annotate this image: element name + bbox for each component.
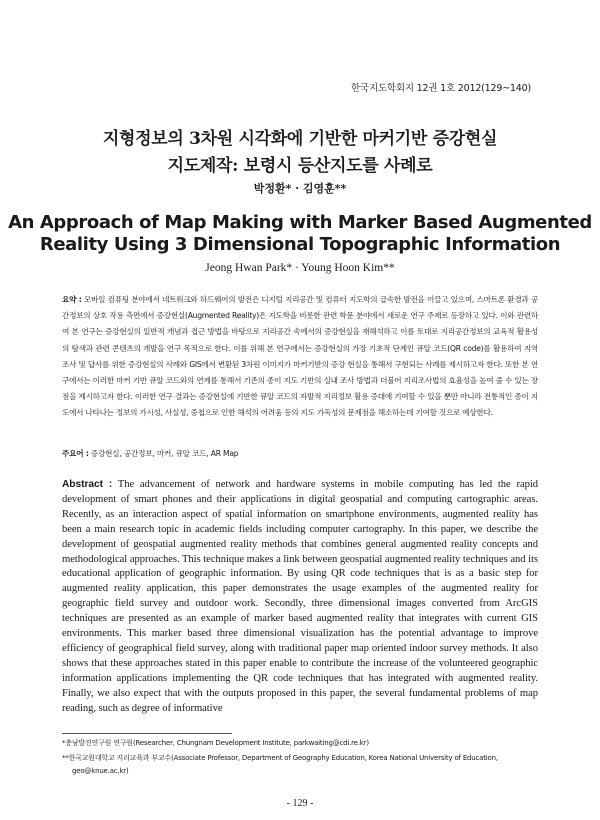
english-authors: Jeong Hwan Park* · Young Hoon Kim** bbox=[205, 262, 395, 274]
korean-title-line-1: 지형정보의 3차원 시각화에 기반한 마커기반 증강현실 bbox=[102, 129, 498, 149]
footnote-1: *충남발전연구원 연구원(Researcher, Chungnam Development Institute, parkwaiting@cdi.re.kr) bbox=[62, 739, 369, 747]
english-title-line-2: Reality Using 3 Dimensional Topographic Information bbox=[39, 234, 561, 255]
footnote-2 bbox=[62, 752, 538, 777]
footnote-2-line-1: **한국교원대학교 지리교육과 부교수(Associate Professor, Department of Geography Education, Korea National University of Education, bbox=[62, 754, 498, 762]
korean-keywords bbox=[62, 448, 538, 459]
korean-authors: 박정환* · 김영훈** bbox=[253, 182, 347, 195]
korean-abstract-label: 요약 : bbox=[62, 295, 82, 304]
footnote-2-line-2: geo@knue.ac.kr) bbox=[72, 766, 129, 775]
korean-abstract-text: 모바일 컴퓨팅 분야에서 네트워크와 하드웨어의 발전은 디지털 지리공간 및 컴퓨터 지도학의 급속한 발전을 이끌고 있으며, 스마트폰 환경과 공간정보의 상호 작용 측면에서 증강현실(Augmented Reality)은 지도학을 비롯한 관련 학문 분야에서 새로운 연구 주제로 등장하고 있다. 이와 관련하여 본 연구는 증강현실의 일반적 개념과 접근 방법을 바탕으로 지리공간 속에서의 증강현실을 재해석하고 이를 토대로 지리공간정보의 교육적 활용성의 탐색과 관련 콘텐츠의 개발을 연구 목적으로 한다. 이를 위해 본 연구에서는 증강현실의 가장 기초적 단계인 큐알 코드(QR code)를 활용하여 지역 조사 및 답사를 위한 증강현실의 사례와 GIS에서 변환된 3차원 이미지가 마커기반의 증강 현실을 통해서 구현되는 사례를 제시하고자 한다. 또한 본 연구에서는 이러한 마커 기반 큐알 코드와의 연계를 통해서 기존의 종이 지도 기반의 실내 조사 방법과 더불어 지리조사법의 효율성을 높여 줄 수 있는 장점을 제시하고자 한다. 이러한 연구 결과는 증강현실에 기반한 큐알 코드의 자발적 지리정보 활용 증대에 기여할 수 있을 뿐만 아니라 전통적인 종이 지도에서 나타나는 정보의 가시성, 사실성, 중첩으로 인한 해석의 어려움 등의 지도 가독성의 문제점을 해소하는데 기여할 것으로 예상한다. bbox=[62, 295, 538, 418]
journal-citation: 한국지도학회지 12권 1호 2012(129~140) bbox=[351, 83, 531, 94]
korean-title-line-2: 지도제작: 보령시 등산지도를 사례로 bbox=[167, 156, 433, 176]
footnote-divider bbox=[62, 733, 232, 734]
korean-keywords-label: 주요어 : bbox=[62, 449, 89, 458]
page-number: - 129 - bbox=[286, 798, 314, 809]
korean-abstract bbox=[62, 292, 538, 422]
korean-keywords-text: 증강현실, 공간정보, 마커, 큐알 코드, AR Map bbox=[88, 449, 239, 458]
english-abstract bbox=[62, 478, 538, 717]
english-abstract-text: The advancement of network and hardware systems in mobile computing has led the rapid development of smart phones and their applications in digital geospatial and computing cartographic areas. Recently, as an interaction aspect of spatial information on smartphone environments, augmented reality has been a main research topic in academic fields including computer cartography. In this paper, we describe the development of geospatial augmented reality methods that combines general augmented reality concepts and methodological approaches. This technique makes a link between geospatial augmented reality techniques and its educational application of geographic information. By using QR code techniques that is as a basic step for augmented reality application, this paper demonstrates the usage examples of the augmented reality for geographic field survey and outdoor work. Secondly, three dimensional images converted from ArcGIS techniques are presented as an example of marker based augmented reality that integrates with current GIS environments. This marker based three dimensional visualization has the potential advantage to improve efficiency of geographical field survey, along with traditional paper map oriented indoor survey methods. It also shows that these approaches stated in this paper enable to contribute the increase of the volunteered geographic information applications implementing the QR code techniques that has integrated with augmented reality. Finally, we also expect that with the outputs proposed in this paper, the several fundamental problems of map reading, such as degree of informative bbox=[62, 479, 538, 714]
english-title-line-1: An Approach of Map Making with Marker Based Augmented bbox=[8, 212, 592, 233]
english-abstract-label: Abstract : bbox=[62, 479, 113, 490]
